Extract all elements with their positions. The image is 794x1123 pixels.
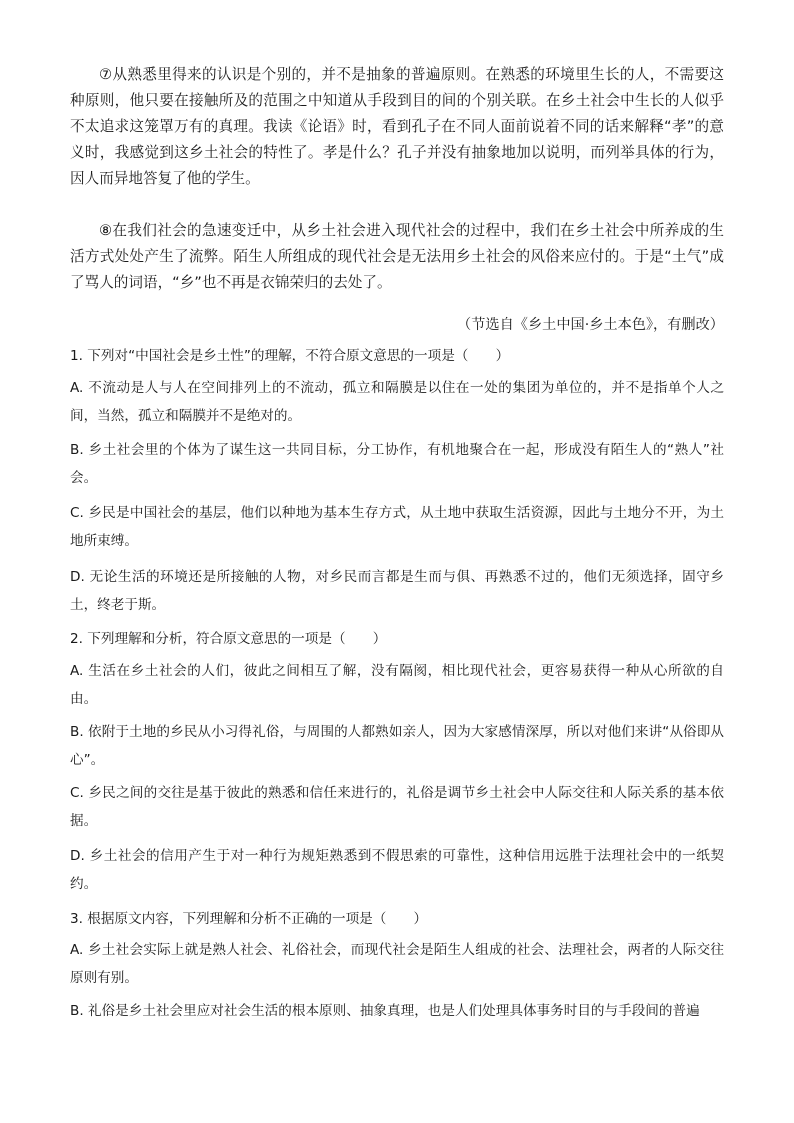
question-3-stem: 3. 根据原文内容，下列理解和分析不正确的一项是（ ） xyxy=(70,911,428,927)
passage-paragraph-7: ⑦从熟悉里得来的认识是个别的，并不是抽象的普遍原则。在熟悉的环境里生长的人，不需要这种原则，他只要在接触所及的范围之中知道从手段到目的间的个别关联。在乡土社会中生长的人似乎不太追求这笼罩万有的真理。我读《论语》时，看到孔子在不同人面前说着不同的话来解释“孝”的意义时，我感觉到这乡土社会的特性了。孝是什么？孔子并没有抽象地加以说明，而列举具体的行为，因人而异地答复了他的学生。 xyxy=(70,66,724,187)
question-1-option-b: B. 乡土社会里的个体为了谋生这一共同目标，分工协作，有机地聚合在一起，形成没有陌生人的“熟人”社会。 xyxy=(70,442,724,486)
question-1-option-d: D. 无论生活的环境还是所接触的人物，对乡民而言都是生而与俱、再熟悉不过的，他们无须选择，固守乡土，终老于斯。 xyxy=(70,569,724,613)
question-2-option-d: D. 乡土社会的信用产生于对一种行为规矩熟悉到不假思索的可靠性，这种信用远胜于法理社会中的一纸契约。 xyxy=(70,848,724,892)
question-2-stem: 2. 下列理解和分析，符合原文意思的一项是（ ） xyxy=(70,631,387,647)
passage-paragraph-8: ⑧在我们社会的急速变迁中，从乡土社会进入现代社会的过程中，我们在乡土社会中所养成的生活方式处处产生了流弊。陌生人所组成的现代社会是无法用乡土社会的风俗来应付的。于是“土气”成了骂人的词语，“乡”也不再是衣锦荣归的去处了。 xyxy=(70,222,724,291)
passage-source: （节选自《乡土中国·乡土本色》，有删改） xyxy=(457,317,724,333)
question-2-option-b: B. 依附于土地的乡民从小习得礼俗，与周围的人都熟如亲人，因为大家感情深厚，所以对他们来讲“从俗即从心”。 xyxy=(70,724,724,768)
question-2-option-c: C. 乡民之间的交往是基于彼此的熟悉和信任来进行的，礼俗是调节乡土社会中人际交往和人际关系的基本依据。 xyxy=(70,785,724,829)
question-1-option-a: A. 不流动是人与人在空间排列上的不流动，孤立和隔膜是以住在一处的集团为单位的，并不是指单个人之间，当然，孤立和隔膜并不是绝对的。 xyxy=(70,380,724,424)
question-3-option-b: B. 礼俗是乡土社会里应对社会生活的根本原则、抽象真理，也是人们处理具体事务时目的与手段间的普遍 xyxy=(70,1003,700,1019)
question-1-stem: 1. 下列对“中国社会是乡土性”的理解，不符合原文意思的一项是（ ） xyxy=(70,348,510,364)
question-1-option-c: C. 乡民是中国社会的基层，他们以种地为基本生存方式，从土地中获取生活资源，因此与土地分不开，为土地所束缚。 xyxy=(70,505,724,549)
question-3-option-a: A. 乡土社会实际上就是熟人社会、礼俗社会，而现代社会是陌生人组成的社会、法理社会，两者的人际交往原则有别。 xyxy=(70,942,724,986)
question-2-option-a: A. 生活在乡土社会的人们，彼此之间相互了解，没有隔阂，相比现代社会，更容易获得一种从心所欲的自由。 xyxy=(70,663,724,707)
